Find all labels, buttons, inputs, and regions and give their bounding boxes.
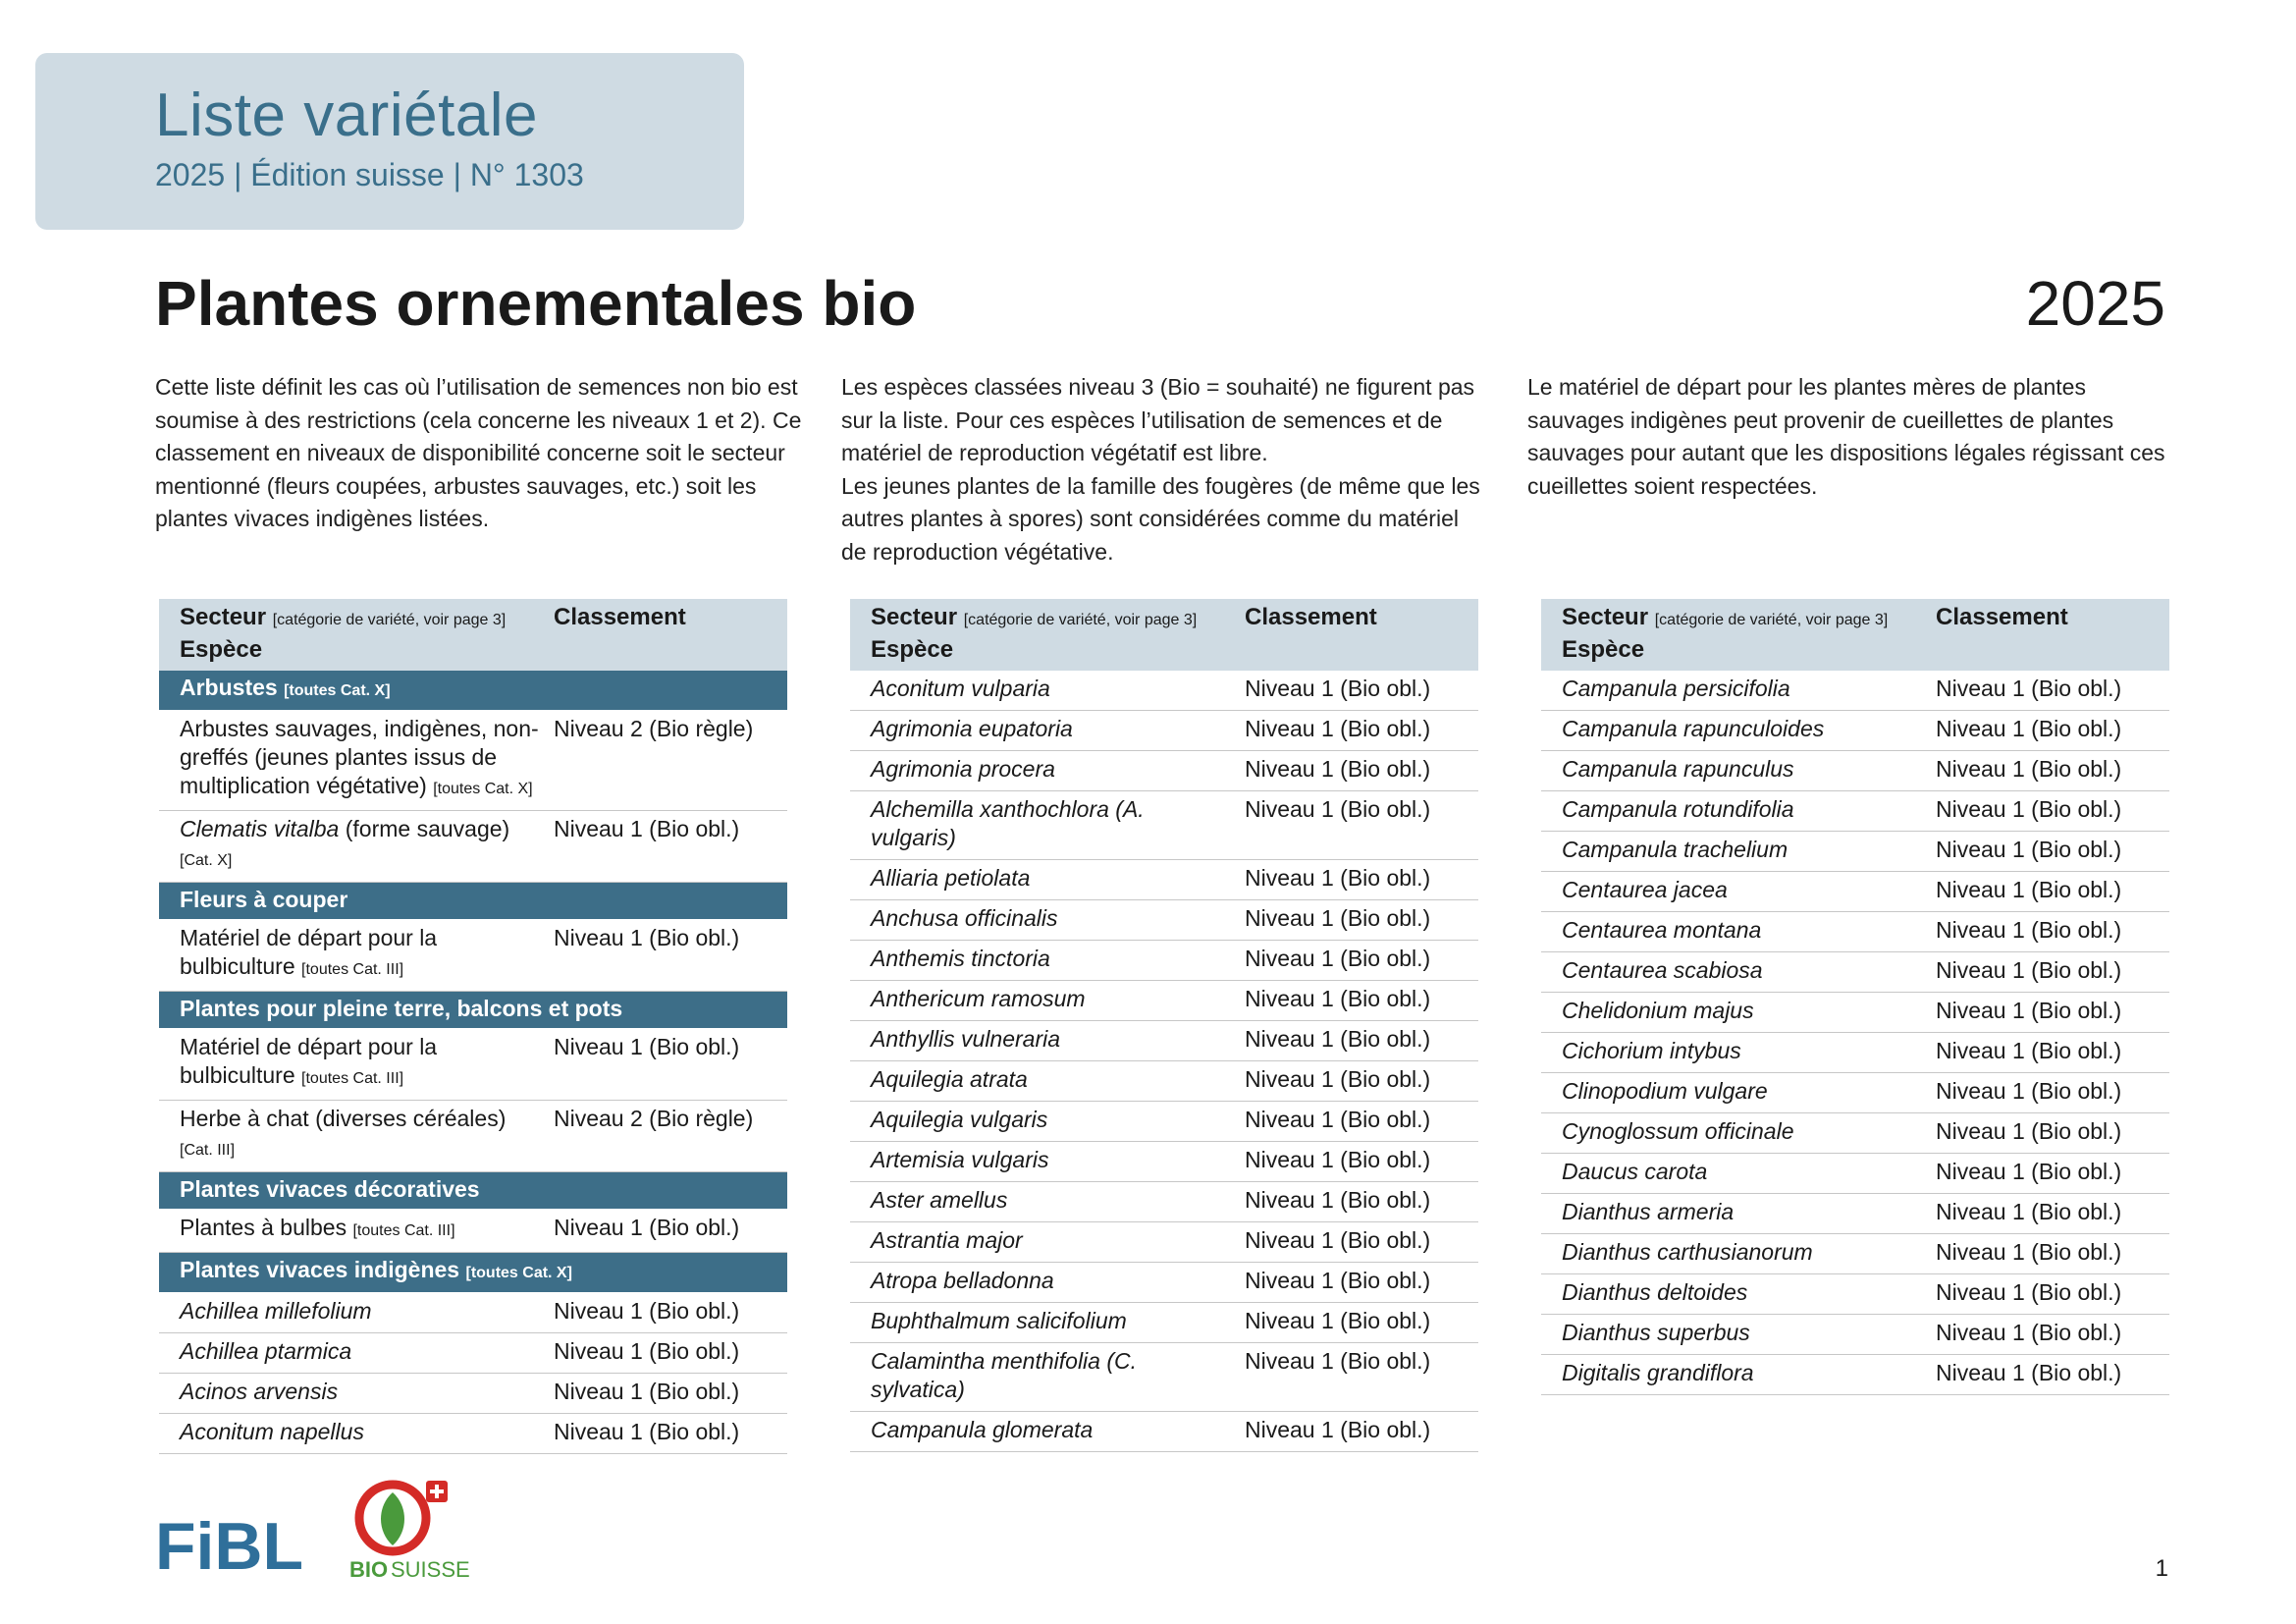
species-cell: [850, 1412, 1237, 1452]
classement-value: Niveau 1 (Bio obl.): [1936, 1360, 2122, 1385]
species-name: Matériel de départ pour la bulbiculture: [180, 925, 438, 979]
species-cell: [850, 791, 1237, 860]
table-row: [1541, 1194, 2169, 1234]
classement-cell: [1237, 1343, 1478, 1412]
classement-value: Niveau 1 (Bio obl.): [1936, 1320, 2122, 1345]
classement-value: Niveau 1 (Bio obl.): [1245, 1227, 1431, 1253]
classement-value: Niveau 1 (Bio obl.): [1936, 1078, 2122, 1104]
species-name: Campanula persicifolia: [1562, 676, 1790, 701]
classement-value: Niveau 1 (Bio obl.): [1936, 877, 2122, 902]
sector-label: Plantes pour pleine terre, balcons et pots: [180, 996, 623, 1021]
classement-value: Niveau 1 (Bio obl.): [1936, 676, 2122, 701]
sector-row: [159, 1253, 787, 1293]
classement-value: Niveau 1 (Bio obl.): [1936, 1279, 2122, 1305]
sector-label: Plantes vivaces indigènes: [180, 1257, 460, 1282]
species-name: Alchemilla xanthochlora (A. vulgaris): [871, 796, 1145, 850]
classement-cell: [546, 1374, 787, 1414]
species-cell: [850, 1343, 1237, 1412]
species-cell: [850, 941, 1237, 981]
classement-cell: [1237, 791, 1478, 860]
table-row: [159, 1210, 787, 1253]
classement-value: Niveau 1 (Bio obl.): [554, 925, 740, 950]
species-name: Agrimonia eupatoria: [871, 716, 1073, 741]
classement-cell: [1237, 1263, 1478, 1303]
classement-cell: [546, 920, 787, 992]
table-header-row: [1541, 599, 2169, 671]
header-classement: [1237, 599, 1478, 671]
table-row: [850, 751, 1478, 791]
species-name: Cynoglossum officinale: [1562, 1118, 1794, 1144]
species-cell: [159, 1210, 546, 1253]
species-cell: [159, 811, 546, 883]
header-sector-note: [catégorie de variété, voir page 3]: [272, 612, 507, 628]
species-cell: [1541, 751, 1928, 791]
species-name: Aconitum napellus: [180, 1419, 364, 1444]
species-cell: [850, 860, 1237, 900]
header-classement-label: Classement: [1936, 604, 2068, 630]
classement-value: Niveau 1 (Bio obl.): [1245, 1147, 1431, 1172]
sector-note: [toutes Cat. X]: [284, 682, 391, 699]
species-cell: [850, 1182, 1237, 1222]
species-cell: [159, 1293, 546, 1333]
table-row: [1541, 1113, 2169, 1154]
species-cell: [850, 1222, 1237, 1263]
species-name: Achillea ptarmica: [180, 1338, 352, 1364]
intro-paragraph: Les espèces classées niveau 3 (Bio = souhaité) ne figurent pas sur la liste. Pour ces espèces l’utilisation de semences et de matériel de reproduction végétatif est libre.: [841, 374, 1475, 465]
classement-cell: [1928, 952, 2169, 993]
category-note: [toutes Cat. III]: [301, 961, 404, 978]
table-row: [850, 791, 1478, 860]
sector-cell: [159, 1172, 787, 1210]
species-name: Campanula trachelium: [1562, 837, 1789, 862]
table-header-row: [850, 599, 1478, 671]
sector-label: Fleurs à couper: [180, 887, 348, 912]
classement-value: Niveau 1 (Bio obl.): [1936, 1038, 2122, 1063]
classement-value: Niveau 1 (Bio obl.): [1245, 716, 1431, 741]
classement-value: Niveau 1 (Bio obl.): [1245, 1026, 1431, 1052]
species-cell: [1541, 791, 1928, 832]
classement-value: Niveau 1 (Bio obl.): [1936, 998, 2122, 1023]
classement-cell: [1928, 671, 2169, 711]
classement-cell: [1237, 1182, 1478, 1222]
classement-cell: [1928, 1073, 2169, 1113]
classement-value: Niveau 1 (Bio obl.): [1936, 1118, 2122, 1144]
table-row: [850, 860, 1478, 900]
table-row: [850, 1343, 1478, 1412]
header-sector: Secteur: [180, 604, 267, 630]
table-row: [1541, 671, 2169, 711]
classement-value: Niveau 1 (Bio obl.): [1936, 1159, 2122, 1184]
category-note: [Cat. X]: [180, 852, 233, 869]
species-name: Plantes à bulbes: [180, 1215, 347, 1240]
classement-value: Niveau 1 (Bio obl.): [1936, 756, 2122, 782]
table-row: [1541, 711, 2169, 751]
classement-value: Niveau 1 (Bio obl.): [1936, 796, 2122, 822]
classement-cell: [546, 1414, 787, 1454]
species-name: Aquilegia atrata: [871, 1066, 1028, 1092]
species-name: Anchusa officinalis: [871, 905, 1058, 931]
species-name: Acinos arvensis: [180, 1379, 339, 1404]
table-row: [159, 1101, 787, 1172]
species-cell: [850, 900, 1237, 941]
species-name: Campanula rapunculus: [1562, 756, 1794, 782]
table-row: [159, 1333, 787, 1374]
species-name: Centaurea jacea: [1562, 877, 1728, 902]
classement-cell: [1237, 900, 1478, 941]
fibl-logo-text: FiBL: [155, 1512, 302, 1573]
classement-cell: [1928, 832, 2169, 872]
header-species: Espèce: [871, 636, 954, 663]
species-cell: [1541, 872, 1928, 912]
classement-cell: [1237, 1412, 1478, 1452]
table-row: [1541, 1355, 2169, 1395]
table-row: [1541, 1073, 2169, 1113]
species-name: Dianthus carthusianorum: [1562, 1239, 1813, 1265]
classement-value: Niveau 1 (Bio obl.): [1245, 756, 1431, 782]
category-note: [toutes Cat. III]: [301, 1070, 404, 1087]
sector-note: [toutes Cat. X]: [465, 1265, 572, 1281]
classement-cell: [1237, 1102, 1478, 1142]
classement-cell: [1237, 751, 1478, 791]
species-name: Buphthalmum salicifolium: [871, 1308, 1127, 1333]
sector-label: Arbustes: [180, 675, 278, 700]
biosuisse-suisse-text: SUISSE: [391, 1557, 470, 1582]
sector-row: [159, 883, 787, 920]
species-cell: [850, 751, 1237, 791]
species-name: Anthyllis vulneraria: [871, 1026, 1061, 1052]
classement-cell: [1928, 711, 2169, 751]
classement-value: Niveau 1 (Bio obl.): [1936, 716, 2122, 741]
sector-row: [159, 671, 787, 711]
page-title: Plantes ornementales bio: [155, 268, 917, 339]
classement-value: Niveau 1 (Bio obl.): [1936, 1239, 2122, 1265]
table-row: [850, 981, 1478, 1021]
table-row: [1541, 952, 2169, 993]
sector-row: [159, 1172, 787, 1210]
table-row: [850, 941, 1478, 981]
header-sector-species: [1541, 599, 1928, 671]
species-name: Dianthus deltoides: [1562, 1279, 1748, 1305]
species-cell: [850, 1142, 1237, 1182]
table-row: [1541, 872, 2169, 912]
species-cell: [159, 711, 546, 811]
classement-cell: [1928, 1194, 2169, 1234]
intro-col-2: [841, 371, 1489, 568]
classement-value: Niveau 1 (Bio obl.): [554, 1338, 740, 1364]
species-name: Aquilegia vulgaris: [871, 1107, 1048, 1132]
table-row: [159, 1414, 787, 1454]
header-sector: Secteur: [1562, 604, 1649, 630]
table-row: [850, 671, 1478, 711]
species-cell: [159, 1333, 546, 1374]
table-row: [1541, 1154, 2169, 1194]
species-name: Alliaria petiolata: [871, 865, 1031, 891]
header-species: Espèce: [180, 636, 263, 663]
classement-cell: [1928, 1033, 2169, 1073]
table-row: [850, 1412, 1478, 1452]
variety-table-3: [1541, 599, 2169, 1395]
classement-cell: [1237, 981, 1478, 1021]
classement-value: Niveau 1 (Bio obl.): [1245, 1107, 1431, 1132]
species-cell: [850, 981, 1237, 1021]
classement-value: Niveau 1 (Bio obl.): [1936, 837, 2122, 862]
classement-value: Niveau 1 (Bio obl.): [554, 816, 740, 841]
classement-cell: [1237, 1021, 1478, 1061]
table-row: [159, 1293, 787, 1333]
species-cell: [1541, 671, 1928, 711]
classement-value: Niveau 1 (Bio obl.): [554, 1298, 740, 1324]
species-name: Arbustes sauvages, indigènes, non-greffés (jeunes plantes issus de multiplication végétative): [180, 716, 539, 798]
species-name: Campanula rapunculoides: [1562, 716, 1825, 741]
species-name: Cichorium intybus: [1562, 1038, 1741, 1063]
classement-cell: [1928, 1113, 2169, 1154]
table-row: [850, 1061, 1478, 1102]
species-cell: [850, 671, 1237, 711]
species-name: Achillea millefolium: [180, 1298, 372, 1324]
classement-cell: [1928, 1355, 2169, 1395]
classement-cell: [1237, 941, 1478, 981]
species-name: Clematis vitalba: [180, 816, 340, 841]
classement-value: Niveau 1 (Bio obl.): [554, 1034, 740, 1059]
species-cell: [159, 1029, 546, 1101]
table-row: [850, 711, 1478, 751]
classement-value: Niveau 1 (Bio obl.): [1245, 905, 1431, 931]
species-cell: [159, 1414, 546, 1454]
intro-col-1: [155, 371, 803, 536]
species-cell: [1541, 1355, 1928, 1395]
table-row: [159, 711, 787, 811]
species-cell: [1541, 1194, 1928, 1234]
header-sector-species: [850, 599, 1237, 671]
table-row: [159, 1374, 787, 1414]
header-banner: [35, 53, 744, 230]
table-row: [850, 1142, 1478, 1182]
intro-paragraph: Le matériel de départ pour les plantes mères de plantes sauvages indigènes peut provenir de cueillettes de plantes sauvages pour autant que les dispositions légales régissant ces cueillettes soient respectées.: [1527, 374, 2165, 499]
species-name: Aster amellus: [871, 1187, 1008, 1213]
species-cell: [850, 1263, 1237, 1303]
table-row: [850, 1021, 1478, 1061]
species-name: Anthericum ramosum: [871, 986, 1086, 1011]
species-cell: [1541, 952, 1928, 993]
species-cell: [1541, 1154, 1928, 1194]
classement-cell: [1928, 1315, 2169, 1355]
classement-value: Niveau 1 (Bio obl.): [1245, 1066, 1431, 1092]
species-name: Centaurea montana: [1562, 917, 1762, 943]
classement-value: Niveau 1 (Bio obl.): [554, 1215, 740, 1240]
biosuisse-bud-icon: [381, 1492, 404, 1545]
fibl-logo: [155, 1512, 302, 1578]
classement-cell: [1928, 751, 2169, 791]
table-row: [1541, 1274, 2169, 1315]
species-name: Centaurea scabiosa: [1562, 957, 1763, 983]
category-note: [toutes Cat. X]: [433, 781, 533, 797]
classement-cell: [546, 1029, 787, 1101]
classement-cell: [546, 711, 787, 811]
table-row: [850, 1222, 1478, 1263]
classement-value: Niveau 1 (Bio obl.): [1245, 796, 1431, 822]
species-cell: [159, 1101, 546, 1172]
species-cell: [850, 1303, 1237, 1343]
classement-cell: [1237, 1222, 1478, 1263]
species-cell: [1541, 1234, 1928, 1274]
species-name: Matériel de départ pour la bulbiculture: [180, 1034, 438, 1088]
species-cell: [850, 1021, 1237, 1061]
species-cell: [1541, 1274, 1928, 1315]
header-sector-note: [catégorie de variété, voir page 3]: [1654, 612, 1889, 628]
header-subtitle: 2025 | Édition suisse | N° 1303: [155, 157, 584, 192]
classement-cell: [1928, 1234, 2169, 1274]
classement-value: Niveau 1 (Bio obl.): [554, 1379, 740, 1404]
species-cell: [1541, 1033, 1928, 1073]
table-row: [1541, 751, 2169, 791]
classement-value: Niveau 2 (Bio règle): [554, 716, 754, 741]
sector-cell: [159, 883, 787, 920]
sector-label: Plantes vivaces décoratives: [180, 1176, 480, 1202]
classement-cell: [1237, 1303, 1478, 1343]
variety-table-1: [159, 599, 787, 1454]
classement-cell: [546, 1293, 787, 1333]
species-name: Dianthus superbus: [1562, 1320, 1750, 1345]
classement-cell: [1928, 872, 2169, 912]
classement-value: Niveau 1 (Bio obl.): [1936, 957, 2122, 983]
species-cell: [1541, 993, 1928, 1033]
table-row: [850, 900, 1478, 941]
species-cell: [1541, 1113, 1928, 1154]
biosuisse-bio-text: BIO: [349, 1557, 389, 1582]
header-species: Espèce: [1562, 636, 1645, 663]
header-classement-label: Classement: [1245, 604, 1377, 630]
table-row: [850, 1102, 1478, 1142]
category-note: [Cat. III]: [180, 1142, 236, 1159]
intro-paragraph: Cette liste définit les cas où l’utilisation de semences non bio est soumise à des restrictions (cela concerne les niveaux 1 et 2). Ce classement en niveaux de disponibilité concerne soit le secteur mentionné (fleurs coupées, arbustes sauvages, etc.) soit les plantes vivaces indigènes listées.: [155, 374, 802, 531]
table-row: [159, 920, 787, 992]
classement-cell: [1237, 1061, 1478, 1102]
classement-cell: [1928, 912, 2169, 952]
species-name: Clinopodium vulgare: [1562, 1078, 1768, 1104]
classement-value: Niveau 2 (Bio règle): [554, 1106, 754, 1131]
species-cell: [159, 920, 546, 992]
table-row: [1541, 993, 2169, 1033]
species-cell: [1541, 1073, 1928, 1113]
header-classement: [546, 599, 787, 671]
category-note: [toutes Cat. III]: [352, 1222, 455, 1239]
species-cell: [1541, 832, 1928, 872]
table-row: [850, 1263, 1478, 1303]
classement-cell: [1928, 993, 2169, 1033]
table-row: [159, 811, 787, 883]
classement-value: Niveau 1 (Bio obl.): [1245, 946, 1431, 971]
classement-cell: [1928, 1274, 2169, 1315]
species-name: Campanula glomerata: [871, 1417, 1094, 1442]
table-row: [159, 1029, 787, 1101]
header-classement: [1928, 599, 2169, 671]
classement-value: Niveau 1 (Bio obl.): [1245, 865, 1431, 891]
classement-value: Niveau 1 (Bio obl.): [554, 1419, 740, 1444]
sector-cell: [159, 1253, 787, 1293]
classement-value: Niveau 1 (Bio obl.): [1245, 986, 1431, 1011]
classement-value: Niveau 1 (Bio obl.): [1245, 1187, 1431, 1213]
classement-cell: [1237, 711, 1478, 751]
page-number: 1: [2155, 1555, 2168, 1582]
classement-value: Niveau 1 (Bio obl.): [1245, 1308, 1431, 1333]
species-cell: [159, 1374, 546, 1414]
classement-cell: [546, 1333, 787, 1374]
species-name: Astrantia major: [871, 1227, 1023, 1253]
species-cell: [850, 711, 1237, 751]
classement-cell: [1237, 671, 1478, 711]
classement-cell: [546, 1101, 787, 1172]
species-name: Artemisia vulgaris: [871, 1147, 1049, 1172]
species-cell: [1541, 711, 1928, 751]
table-row: [1541, 791, 2169, 832]
species-name: Agrimonia procera: [871, 756, 1055, 782]
classement-cell: [1237, 860, 1478, 900]
species-cell: [850, 1061, 1237, 1102]
biosuisse-logo: [347, 1477, 485, 1590]
sector-cell: [159, 671, 787, 711]
species-name: Herbe à chat (diverses céréales): [180, 1106, 507, 1131]
species-extra: (forme sauvage): [339, 816, 510, 841]
classement-cell: [546, 1210, 787, 1253]
header-sector-note: [catégorie de variété, voir page 3]: [963, 612, 1198, 628]
classement-value: Niveau 1 (Bio obl.): [1245, 676, 1431, 701]
classement-value: Niveau 1 (Bio obl.): [1936, 917, 2122, 943]
classement-value: Niveau 1 (Bio obl.): [1936, 1199, 2122, 1224]
table-row: [850, 1303, 1478, 1343]
species-cell: [1541, 1315, 1928, 1355]
variety-table-2: [850, 599, 1478, 1452]
table-row: [1541, 832, 2169, 872]
species-name: Campanula rotundifolia: [1562, 796, 1794, 822]
header-title: Liste variétale: [155, 81, 539, 149]
sector-row: [159, 992, 787, 1029]
header-sector: Secteur: [871, 604, 958, 630]
classement-cell: [546, 811, 787, 883]
classement-value: Niveau 1 (Bio obl.): [1245, 1417, 1431, 1442]
table-row: [1541, 1315, 2169, 1355]
species-name: Anthemis tinctoria: [871, 946, 1050, 971]
species-cell: [1541, 912, 1928, 952]
species-name: Dianthus armeria: [1562, 1199, 1735, 1224]
species-cell: [850, 1102, 1237, 1142]
header-sector-species: [159, 599, 546, 671]
page-year: 2025: [2025, 268, 2165, 339]
table-header-row: [159, 599, 787, 671]
classement-cell: [1928, 1154, 2169, 1194]
classement-value: Niveau 1 (Bio obl.): [1245, 1268, 1431, 1293]
table-row: [850, 1182, 1478, 1222]
classement-value: Niveau 1 (Bio obl.): [1245, 1348, 1431, 1374]
header-classement-label: Classement: [554, 604, 686, 630]
classement-cell: [1237, 1142, 1478, 1182]
sector-cell: [159, 992, 787, 1029]
species-name: Aconitum vulparia: [871, 676, 1050, 701]
species-name: Atropa belladonna: [871, 1268, 1054, 1293]
species-name: Chelidonium majus: [1562, 998, 1754, 1023]
species-name: Daucus carota: [1562, 1159, 1708, 1184]
table-row: [1541, 912, 2169, 952]
species-name: Calamintha menthifolia (C. sylvatica): [871, 1348, 1138, 1402]
intro-col-3: [1527, 371, 2175, 503]
table-row: [1541, 1033, 2169, 1073]
classement-cell: [1928, 791, 2169, 832]
table-row: [1541, 1234, 2169, 1274]
species-name: Digitalis grandiflora: [1562, 1360, 1754, 1385]
intro-paragraph: Les jeunes plantes de la famille des fougères (de même que les autres plantes à spores) sont considérées comme du matériel de reproduction végétative.: [841, 472, 1480, 565]
